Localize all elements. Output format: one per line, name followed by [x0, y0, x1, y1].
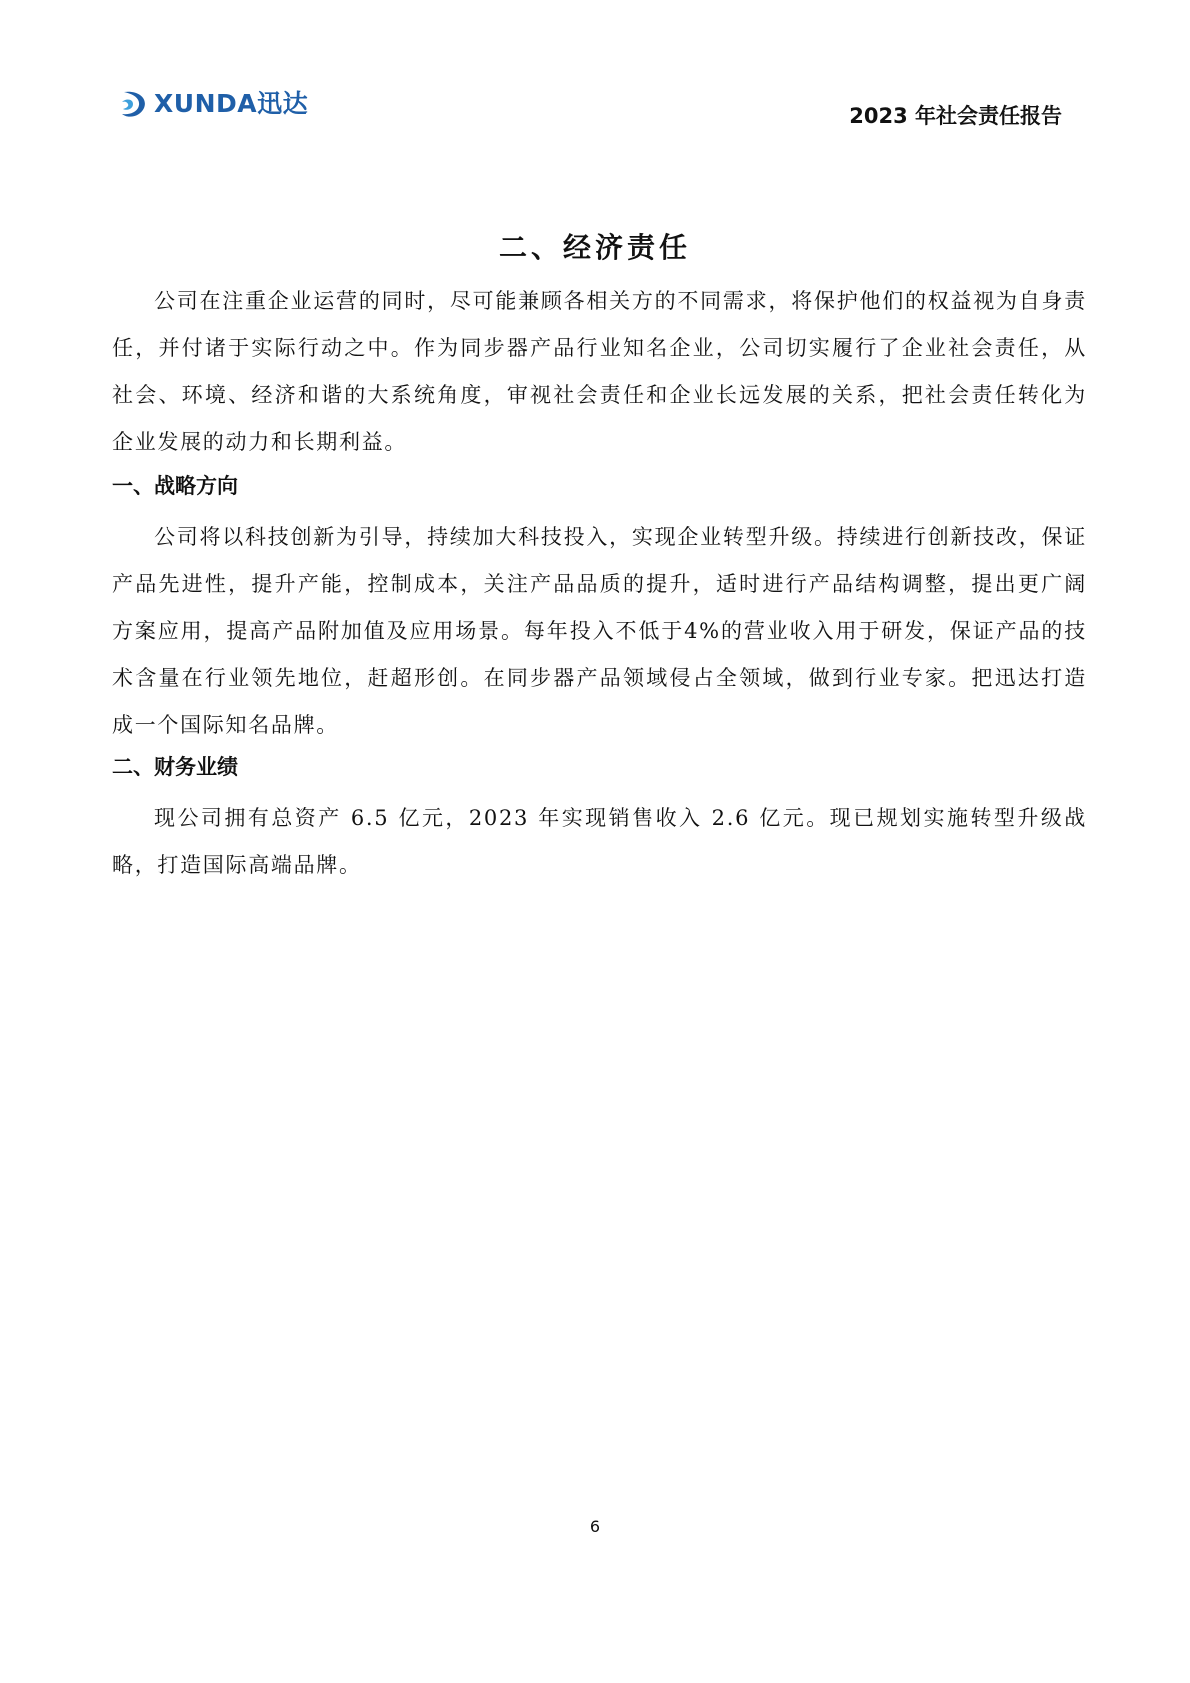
section-heading-strategy: 一、战略方向 — [112, 474, 238, 498]
intro-paragraph-block — [112, 278, 1087, 466]
company-logo — [118, 88, 308, 120]
logo-text: XUNDA迅达 — [154, 89, 309, 118]
finance-paragraph-block — [112, 795, 1087, 889]
report-title: 2023 年社会责任报告 — [849, 104, 1062, 128]
finance-paragraph: 现公司拥有总资产 6.5 亿元，2023 年实现销售收入 2.6 亿元。现已规划实施转型升级战略，打造国际高端品牌。 — [112, 806, 1087, 877]
chapter-title: 二、经济责任 — [498, 231, 691, 264]
xunda-logo-icon — [118, 88, 150, 120]
page-number: 6 — [589, 1517, 601, 1536]
intro-paragraph: 公司在注重企业运营的同时，尽可能兼顾各相关方的不同需求，将保护他们的权益视为自身责任，并付诸于实际行动之中。作为同步器产品行业知名企业，公司切实履行了企业社会责任，从社会、环境、经济和谐的大系统角度，审视社会责任和企业长远发展的关系，把社会责任转化为企业发展的动力和长期利益。 — [112, 289, 1087, 454]
strategy-paragraph-block — [112, 514, 1087, 749]
strategy-paragraph: 公司将以科技创新为引导，持续加大科技投入，实现企业转型升级。持续进行创新技改，保证产品先进性，提升产能，控制成本，关注产品品质的提升，适时进行产品结构调整，提出更广阔方案应用，提高产品附加值及应用场景。每年投入不低于4%的营业收入用于研发，保证产品的技术含量在行业领先地位，赶超形创。在同步器产品领域侵占全领域，做到行业专家。把迅达打造成一个国际知名品牌。 — [112, 525, 1087, 737]
section-heading-finance: 二、财务业绩 — [112, 755, 238, 779]
